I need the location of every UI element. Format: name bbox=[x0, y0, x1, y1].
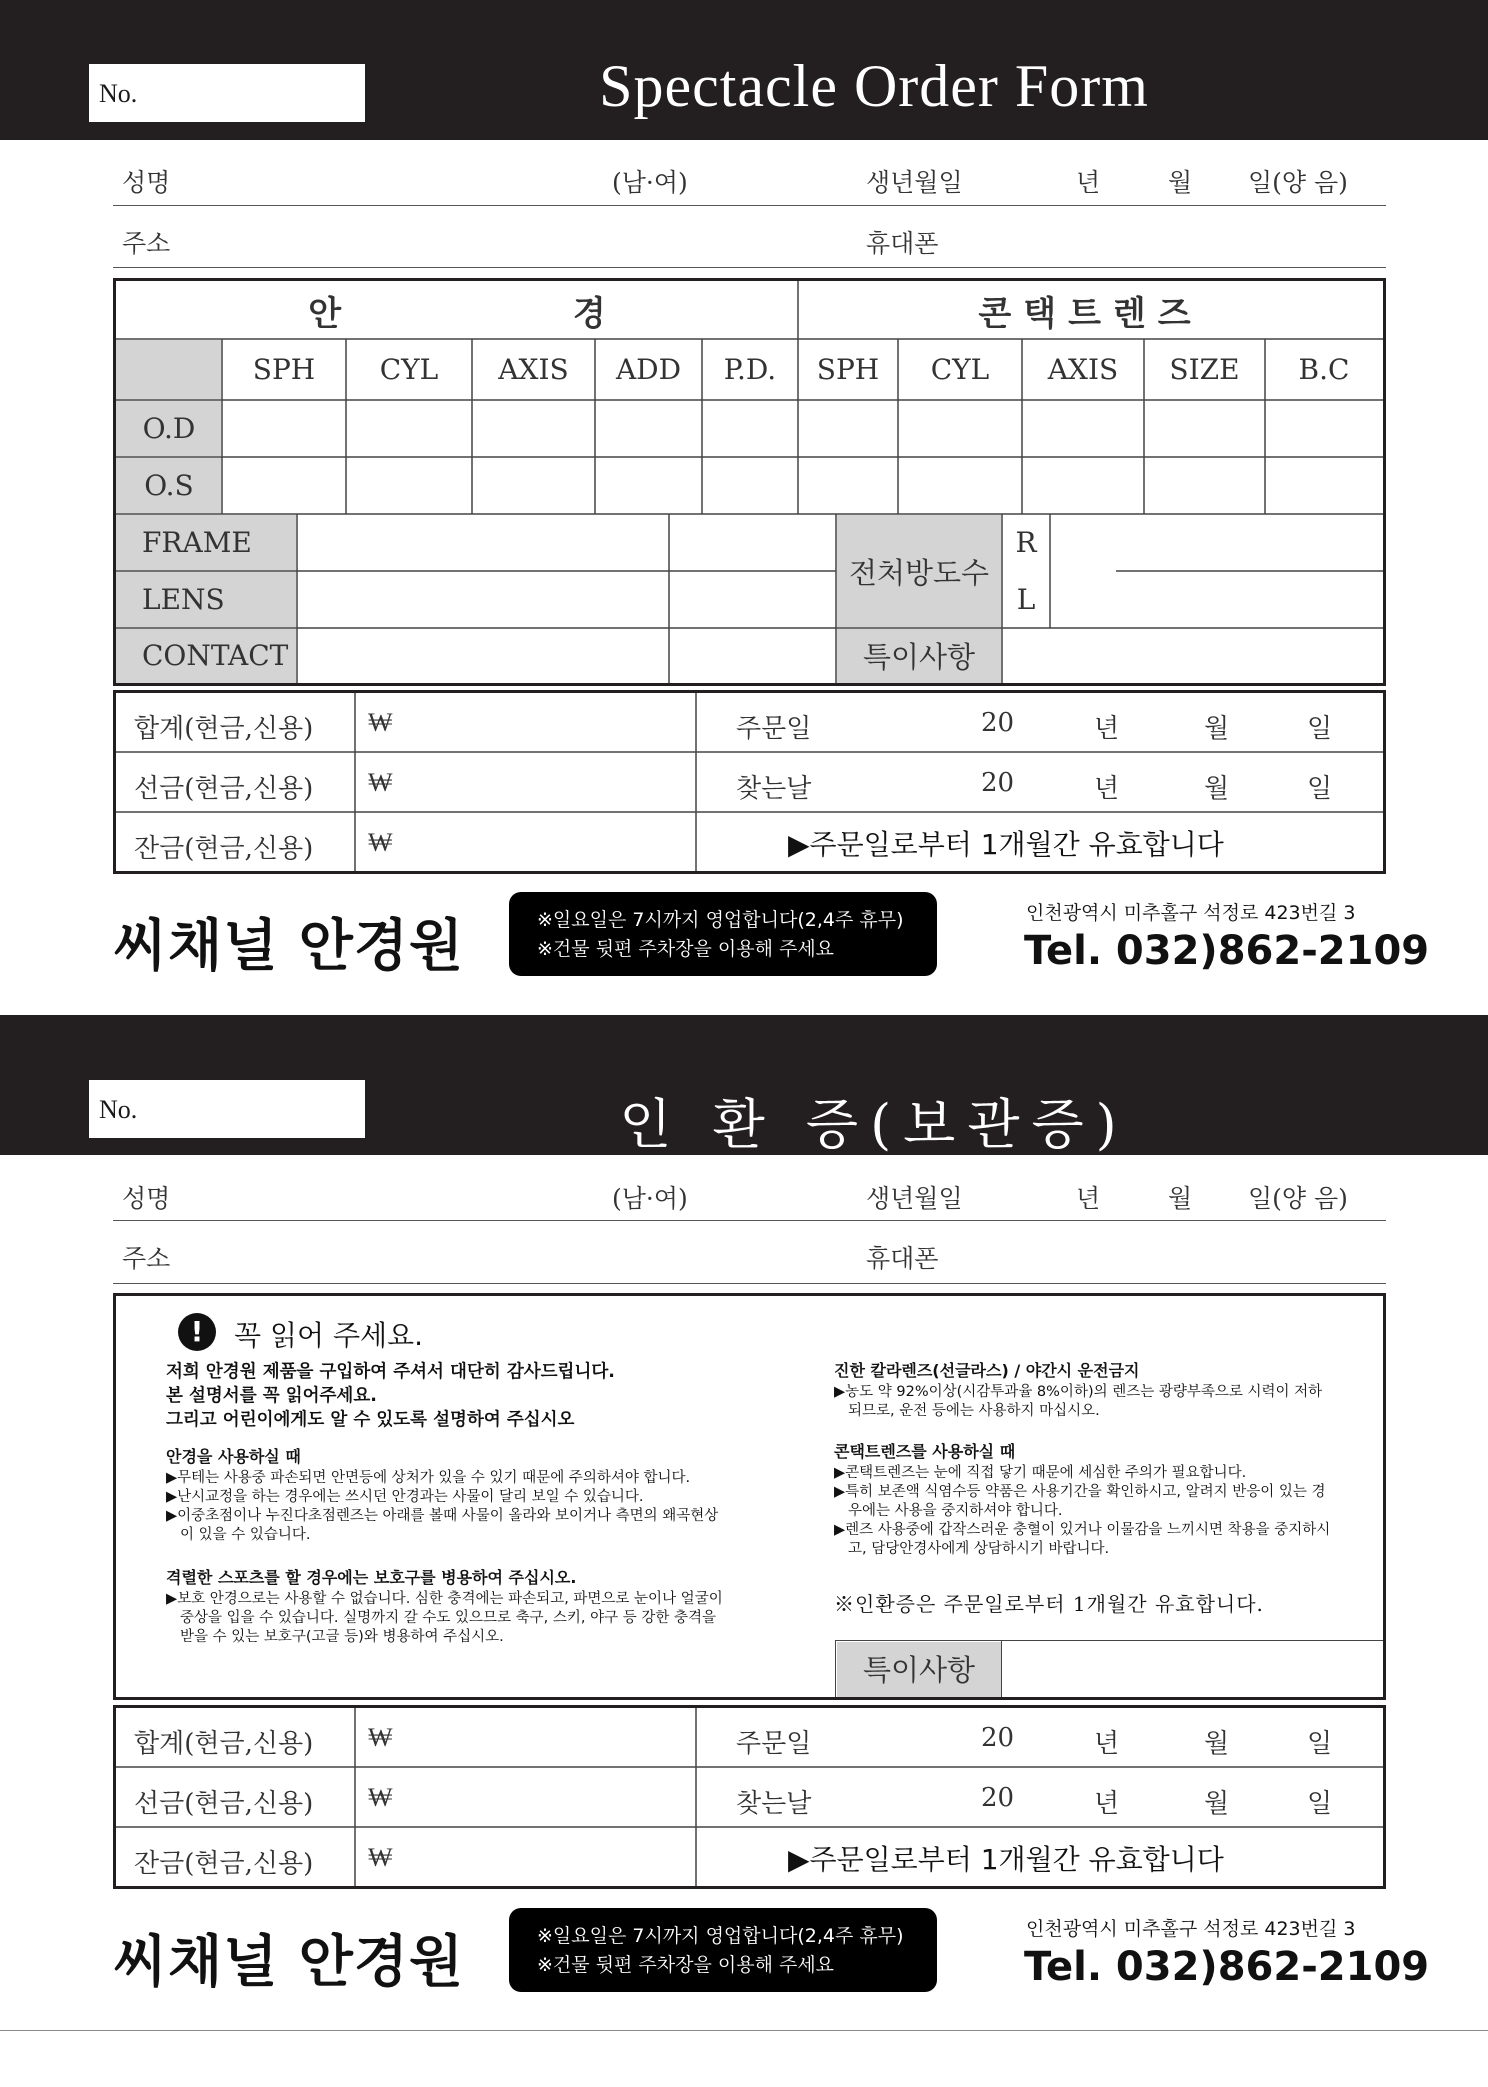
deposit-label: 선금(현금,신용) bbox=[134, 774, 314, 804]
birth-year[interactable]: 년 bbox=[1076, 168, 1101, 197]
col-add: ADD bbox=[615, 353, 682, 386]
receipt-store-phone: Tel. 032)862-2109 bbox=[1024, 1944, 1430, 1990]
glasses-header: 안 경 bbox=[308, 293, 716, 334]
order-number-field[interactable]: No. bbox=[88, 63, 366, 123]
receipt-pickup-date-year[interactable]: 년 bbox=[1094, 1789, 1120, 1819]
receipt-order-date-century: 20 bbox=[981, 1723, 1015, 1753]
gender-select[interactable]: (남·여) bbox=[612, 168, 688, 197]
warning-icon: ! bbox=[178, 1313, 216, 1351]
sports-item: ▶보호 안경으로는 사용할 수 없습니다. 심한 충격에는 파손되고, 파면으로 눈이나 얼굴이 중상을 입을 수 있습니다. 실명까지 갈 수도 있으므로 축구, 스키, 야구 등 강한 충격을 받을 수 있는 보호구(고글 등)와 병용하여 주십시오. bbox=[166, 1591, 723, 1645]
sunglasses-item: ▶농도 약 92%이상(시감투과율 8%이하)의 렌즈는 광량부족으로 시력이 저하되므로, 운전 등에는 사용하지 마십시오. bbox=[834, 1384, 1323, 1419]
receipt-pickup-date-month[interactable]: 월 bbox=[1204, 1789, 1230, 1819]
receipt-hours-notice-line: ※일요일은 7시까지 영업합니다(2,4주 휴무) bbox=[537, 1925, 904, 1947]
receipt-store-address: 인천광역시 미추홀구 석정로 423번길 3 bbox=[1026, 1918, 1356, 1940]
receipt-phone-label: 휴대폰 bbox=[866, 1244, 939, 1273]
receipt-total-label: 합계(현금,신용) bbox=[134, 1729, 314, 1759]
receipt-payment-table bbox=[113, 1705, 1386, 1889]
notice-left-column bbox=[166, 1360, 726, 1647]
blank-corner-cell bbox=[116, 340, 221, 399]
receipt-order-date-year[interactable]: 년 bbox=[1094, 1729, 1120, 1759]
special-notes-label: 특이사항 bbox=[862, 640, 976, 674]
left-eye-label: L bbox=[1016, 583, 1036, 616]
receipt-order-date-label: 주문일 bbox=[736, 1729, 812, 1759]
birth-label: 생년월일 bbox=[866, 168, 963, 197]
pickup-date-label: 찾는날 bbox=[736, 774, 812, 804]
col-cl-axis: AXIS bbox=[1047, 353, 1119, 386]
receipt-deposit-amount[interactable]: ₩ bbox=[368, 1783, 393, 1813]
birth-day-lunar[interactable]: 일(양 음) bbox=[1248, 168, 1348, 197]
order-date-day[interactable]: 일 bbox=[1307, 714, 1333, 744]
receipt-birth-month[interactable]: 월 bbox=[1168, 1184, 1193, 1213]
col-cl-cyl: CYL bbox=[930, 353, 990, 386]
od-label: O.D bbox=[142, 412, 196, 445]
receipt-deposit-label: 선금(현금,신용) bbox=[134, 1789, 314, 1819]
glasses-usage-item: ▶무테는 사용중 파손되면 안면등에 상처가 있을 수 있기 때문에 주의하셔야 합니다. bbox=[166, 1470, 691, 1486]
receipt-name-label: 성명 bbox=[122, 1184, 171, 1213]
sunglasses-title: 진한 칼라렌즈(선글라스) / 야간시 운전금지 bbox=[834, 1361, 1140, 1380]
hours-notice bbox=[509, 892, 937, 976]
hours-notice-line: ※일요일은 7시까지 영업합니다(2,4주 휴무) bbox=[537, 909, 904, 931]
prescription-table bbox=[113, 278, 1386, 686]
contact-lens-header: 콘택트렌즈 bbox=[978, 293, 1203, 334]
prev-prescription-label: 전처방도수 bbox=[848, 555, 990, 590]
brand-name: 씨채널 안경원 bbox=[113, 914, 465, 979]
col-cl-sph: SPH bbox=[816, 353, 880, 386]
contact-label: CONTACT bbox=[142, 639, 289, 672]
deposit-amount[interactable]: ₩ bbox=[368, 768, 393, 798]
receipt-validity-footer: ▶주문일로부터 1개월간 유효합니다 bbox=[788, 1843, 1224, 1876]
lens-label: LENS bbox=[142, 583, 225, 616]
receipt-gender-select[interactable]: (남·여) bbox=[612, 1184, 688, 1213]
col-pd: P.D. bbox=[723, 353, 777, 386]
receipt-pickup-date-day[interactable]: 일 bbox=[1307, 1789, 1333, 1819]
divider bbox=[113, 1283, 1386, 1284]
col-cl-bc: B.C bbox=[1298, 353, 1350, 386]
receipt-brand-name: 씨채널 안경원 bbox=[113, 1930, 465, 1995]
receipt-balance-label: 잔금(현금,신용) bbox=[134, 1849, 314, 1879]
divider bbox=[113, 267, 1386, 268]
phone-label: 휴대폰 bbox=[866, 229, 939, 258]
divider bbox=[113, 1220, 1386, 1221]
validity-note: ▶주문일로부터 1개월간 유효합니다 bbox=[788, 828, 1224, 861]
order-date-month[interactable]: 월 bbox=[1204, 714, 1230, 744]
total-label: 합계(현금,신용) bbox=[134, 714, 314, 744]
contact-usage-item: ▶콘택트렌즈는 눈에 직접 닿기 때문에 세심한 주의가 필요합니다. bbox=[834, 1465, 1247, 1481]
frame-label: FRAME bbox=[142, 526, 252, 559]
pickup-date-day[interactable]: 일 bbox=[1307, 774, 1333, 804]
pickup-date-month[interactable]: 월 bbox=[1204, 774, 1230, 804]
notice-intro-1: 저희 안경원 제품을 구입하여 주셔서 대단히 감사드립니다. bbox=[166, 1362, 615, 1382]
payment-table bbox=[113, 690, 1386, 874]
total-amount[interactable]: ₩ bbox=[368, 708, 393, 738]
right-eye-label: R bbox=[1015, 526, 1037, 559]
contact-usage-item: ▶특히 보존액 식염수등 약품은 사용기간을 확인하시고, 알려지 반응이 있는 경우에는 사용을 중지하셔야 합니다. bbox=[834, 1484, 1326, 1519]
receipt-birth-year[interactable]: 년 bbox=[1076, 1184, 1101, 1213]
order-date-century: 20 bbox=[981, 708, 1015, 738]
contact-usage-title: 콘택트렌즈를 사용하실 때 bbox=[834, 1442, 1016, 1461]
sports-title: 격렬한 스포츠를 할 경우에는 보호구를 병용하여 주십시오. bbox=[166, 1568, 577, 1587]
os-label: O.S bbox=[144, 469, 194, 502]
receipt-balance-amount[interactable]: ₩ bbox=[368, 1843, 393, 1873]
receipt-validity-note: ※인환증은 주문일로부터 1개월간 유효합니다. bbox=[834, 1592, 1264, 1616]
order-date-label: 주문일 bbox=[736, 714, 812, 744]
parking-notice-line: ※건물 뒷편 주차장을 이용해 주세요 bbox=[537, 938, 835, 960]
receipt-hours-notice bbox=[509, 1908, 937, 1992]
glasses-usage-title: 안경을 사용하실 때 bbox=[166, 1447, 301, 1466]
notice-right-column bbox=[834, 1358, 1334, 1559]
col-axis: AXIS bbox=[498, 353, 569, 386]
receipt-birth-label: 생년월일 bbox=[866, 1184, 963, 1213]
contact-usage-item: ▶렌즈 사용중에 갑작스러운 충혈이 있거나 이물감을 느끼시면 착용을 중지하시고, 담당안경사에게 상담하시기 바랍니다. bbox=[834, 1522, 1331, 1557]
glasses-usage-item: ▶난시교정을 하는 경우에는 쓰시던 안경과는 사물이 달리 보일 수 있습니다. bbox=[166, 1489, 644, 1505]
order-form-title: Spectacle Order Form bbox=[599, 53, 1149, 119]
receipt-parking-notice-line: ※건물 뒷편 주차장을 이용해 주세요 bbox=[537, 1954, 835, 1976]
notice-intro-3: 그리고 어린이에게도 알 수 있도록 설명하여 주십시오 bbox=[166, 1410, 575, 1430]
birth-month[interactable]: 월 bbox=[1168, 168, 1193, 197]
receipt-total-amount[interactable]: ₩ bbox=[368, 1723, 393, 1753]
receipt-pickup-date-century: 20 bbox=[981, 1783, 1015, 1813]
balance-label: 잔금(현금,신용) bbox=[134, 834, 314, 864]
receipt-title: 인 환 증(보관증) bbox=[619, 1093, 1129, 1156]
receipt-special-label: 특이사항 bbox=[862, 1653, 976, 1687]
receipt-address-label: 주소 bbox=[122, 1244, 171, 1273]
notice-intro-2: 본 설명서를 꼭 읽어주세요. bbox=[166, 1386, 377, 1406]
receipt-pickup-date-label: 찾는날 bbox=[736, 1789, 812, 1819]
glasses-usage-item: ▶이중초점이나 누진다초점렌즈는 아래를 볼때 사물이 올라와 보이거나 측면의 왜곡현상이 있을 수 있습니다. bbox=[166, 1508, 719, 1543]
pickup-date-century: 20 bbox=[981, 768, 1015, 798]
notice-box bbox=[113, 1293, 1386, 1700]
receipt-order-date-month[interactable]: 월 bbox=[1204, 1729, 1230, 1759]
divider bbox=[113, 205, 1386, 206]
col-sph: SPH bbox=[252, 353, 316, 386]
balance-amount[interactable]: ₩ bbox=[368, 828, 393, 858]
receipt-number-field[interactable]: No. bbox=[88, 1079, 366, 1139]
store-address: 인천광역시 미추홀구 석정로 423번길 3 bbox=[1026, 902, 1356, 924]
col-cyl: CYL bbox=[379, 353, 439, 386]
order-date-year[interactable]: 년 bbox=[1094, 714, 1120, 744]
col-cl-size: SIZE bbox=[1169, 353, 1240, 386]
receipt-order-date-day[interactable]: 일 bbox=[1307, 1729, 1333, 1759]
store-phone: Tel. 032)862-2109 bbox=[1024, 928, 1430, 974]
receipt-birth-day-lunar[interactable]: 일(양 음) bbox=[1248, 1184, 1348, 1213]
bottom-divider bbox=[0, 2030, 1488, 2031]
address-label: 주소 bbox=[122, 229, 171, 258]
name-label: 성명 bbox=[122, 168, 171, 197]
pickup-date-year[interactable]: 년 bbox=[1094, 774, 1120, 804]
notice-title: 꼭 읽어 주세요. bbox=[234, 1319, 423, 1352]
